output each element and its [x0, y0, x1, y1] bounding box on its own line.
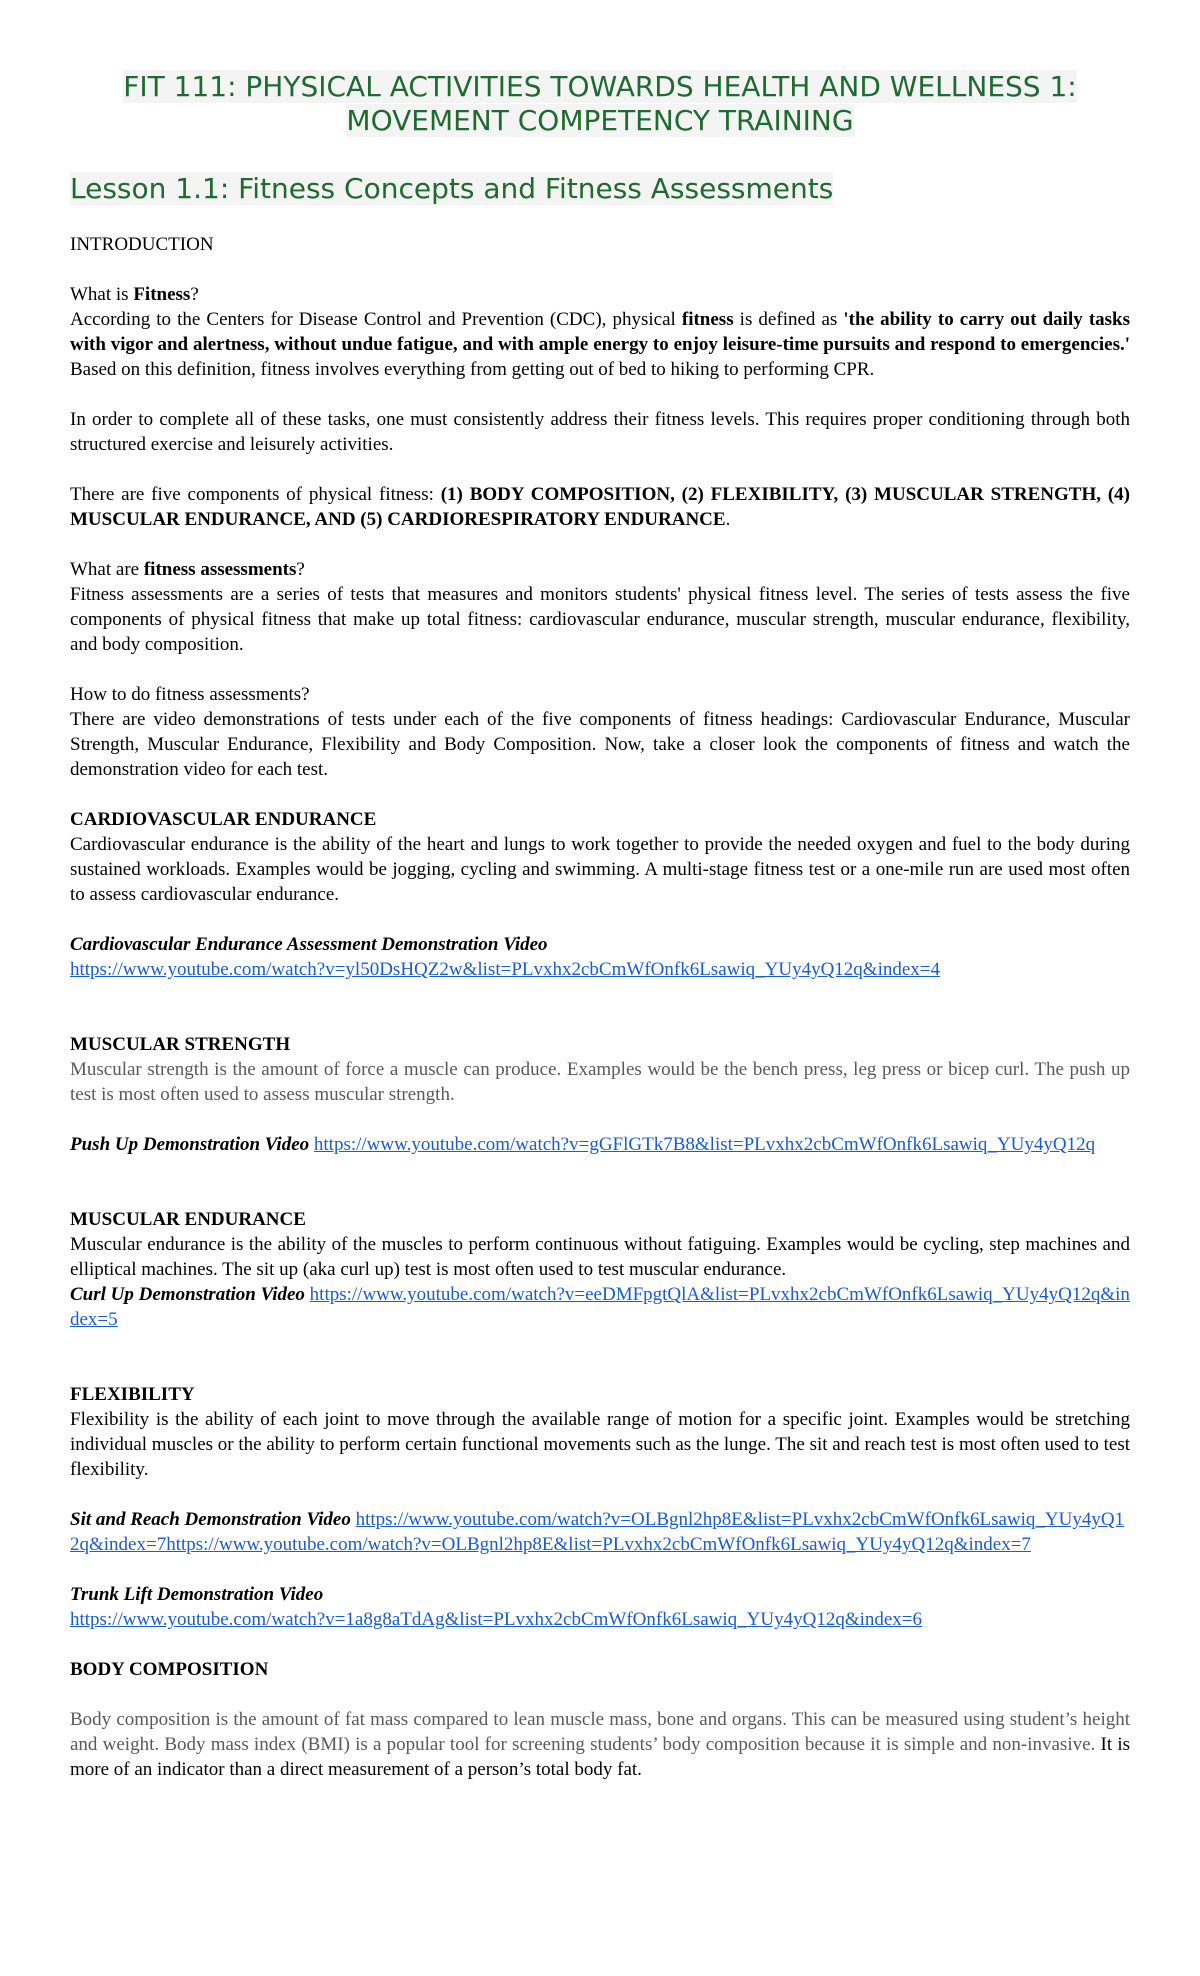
howto-question: How to do fitness assessments? — [70, 684, 310, 705]
strength-video — [70, 1132, 1130, 1157]
lesson-title-text: Lesson 1.1: Fitness Concepts and Fitness Assessments — [70, 172, 834, 205]
endurance-video — [70, 1282, 1130, 1332]
document-title-line2: MOVEMENT COMPETENCY TRAINING — [346, 104, 854, 137]
endurance-video-label: Curl Up Demonstration Video — [70, 1284, 305, 1305]
body-comp-text-black: It is more of an indicator than a direct measurement of a person’s total body fat. — [70, 1734, 1130, 1780]
fitness-definition — [70, 307, 1130, 382]
sit-reach-video-label: Sit and Reach Demonstration Video — [70, 1509, 351, 1530]
endurance-heading: MUSCULAR ENDURANCE — [70, 1209, 306, 1230]
fitness-question-prefix: What is — [70, 284, 134, 305]
body-comp-text — [70, 1707, 1130, 1782]
body-comp-text-gray: Body composition is the amount of fat mass compared to lean muscle mass, bone and organs. This can be measured using student’s height and weight. Body mass index (BMI) is a popular tool for screening students’ body composition because it is simple and non-invasive. — [70, 1709, 1130, 1755]
components-list: (1) BODY COMPOSITION, (2) FLEXIBILITY, (3) MUSCULAR STRENGTH, (4) MUSCULAR ENDURANCE, AND (5) CARDIORESPIRATORY ENDURANCE — [70, 484, 1130, 530]
cardio-video — [70, 932, 1130, 982]
fitness-question-bold: Fitness — [133, 284, 191, 305]
trunk-lift-video-link[interactable]: https://www.youtube.com/watch?v=1a8g8aTdAg&list=PLvxhx2cbCmWfOnfk6Lsawiq_YUy4yQ12q&index=6 — [70, 1609, 923, 1630]
cardio-text: Cardiovascular endurance is the ability of the heart and lungs to work together to provide the needed oxygen and fuel to the body during sustained workloads. Examples would be jogging, cycling and swimming. A multi-stage fitness test or a one-mile run are used most often to assess cardiovascular endurance. — [70, 834, 1130, 905]
strength-video-label: Push Up Demonstration Video — [70, 1134, 310, 1155]
fitness-definition-quote: 'the ability to carry out daily tasks with vigor and alertness, without undue fatigue, and with ample energy to enjoy leisure-time pursuits and respond to emergencies.' — [70, 309, 1130, 355]
components-prefix: There are five components of physical fitness: — [70, 484, 441, 505]
strength-heading: MUSCULAR STRENGTH — [70, 1034, 291, 1055]
cardio-video-label: Cardiovascular Endurance Assessment Demonstration Video — [70, 934, 548, 955]
lesson-title — [70, 172, 1130, 206]
endurance-text: Muscular endurance is the ability of the muscles to perform continuous without fatiguing. Examples would be cycling, step machines and elliptical machines. The sit up (aka curl up) test is most often used to test muscular endurance. — [70, 1234, 1130, 1280]
assessments-question-suffix: ? — [296, 559, 305, 580]
body-comp-heading: BODY COMPOSITION — [70, 1659, 269, 1680]
intro-heading: INTRODUCTION — [70, 234, 214, 255]
sit-reach-video — [70, 1507, 1130, 1557]
document-title-line1: FIT 111: PHYSICAL ACTIVITIES TOWARDS HEALTH AND WELLNESS 1: — [123, 70, 1077, 103]
sit-reach-video-link[interactable]: https://www.youtube.com/watch?v=OLBgnl2hp8E&list=PLvxhx2cbCmWfOnfk6Lsawiq_YUy4yQ12q&index=7https://www.youtube.com/watch?v=OLBgnl2hp8E&list=PLvxhx2cbCmWfOnfk6Lsawiq_YUy4yQ12q&index=7 — [70, 1509, 1125, 1555]
flexibility-heading: FLEXIBILITY — [70, 1384, 195, 1405]
fitness-definition-part3: Based on this definition, fitness involves everything from getting out of bed to hiking to performing CPR. — [70, 359, 875, 380]
fitness-definition-part1: According to the Centers for Disease Control and Prevention (CDC), physical — [70, 309, 682, 330]
components-suffix: . — [725, 509, 731, 530]
fitness-question-suffix: ? — [190, 284, 199, 305]
trunk-lift-video-label: Trunk Lift Demonstration Video — [70, 1584, 324, 1605]
conditioning-paragraph: In order to complete all of these tasks, one must consistently address their fitness levels. This requires proper conditioning through both structured exercise and leisurely activities. — [70, 409, 1130, 455]
strength-video-link[interactable]: https://www.youtube.com/watch?v=gGFlGTk7B8&list=PLvxhx2cbCmWfOnfk6Lsawiq_YUy4yQ12q — [313, 1134, 1096, 1155]
components-paragraph — [70, 482, 1130, 532]
cardio-video-link[interactable]: https://www.youtube.com/watch?v=yl50DsHQZ2w&list=PLvxhx2cbCmWfOnfk6Lsawiq_YUy4yQ12q&index=4 — [70, 959, 940, 980]
strength-text: Muscular strength is the amount of force a muscle can produce. Examples would be the bench press, leg press or bicep curl. The push up test is most often used to assess muscular strength. — [70, 1059, 1130, 1105]
endurance-video-link[interactable]: https://www.youtube.com/watch?v=eeDMFpgtQlA&list=PLvxhx2cbCmWfOnfk6Lsawiq_YUy4yQ12q&index=5 — [70, 1284, 1130, 1330]
trunk-lift-video — [70, 1582, 1130, 1632]
document-title — [70, 70, 1130, 138]
fitness-definition-bold1: fitness — [681, 309, 734, 330]
assessments-definition: Fitness assessments are a series of tests that measures and monitors students' physical fitness level. The series of tests assess the five components of physical fitness that make up total fitness: cardiovascular endurance, muscular strength, muscular endurance, flexibility, and body composition. — [70, 584, 1130, 655]
fitness-definition-part2: is defined as — [733, 309, 844, 330]
fitness-question — [70, 282, 1130, 307]
assessments-question-prefix: What are — [70, 559, 144, 580]
howto-paragraph: There are video demonstrations of tests under each of the five components of fitness headings: Cardiovascular Endurance, Muscular Strength, Muscular Endurance, Flexibility and Body Composition. Now, take a closer look the components of fitness and watch the demonstration video for each test. — [70, 709, 1130, 780]
assessments-question — [70, 557, 1130, 582]
assessments-question-bold: fitness assessments — [143, 559, 297, 580]
cardio-heading: CARDIOVASCULAR ENDURANCE — [70, 809, 377, 830]
flexibility-text: Flexibility is the ability of each joint to move through the available range of motion for a specific joint. Examples would be stretching individual muscles or the ability to perform certain functional movements such as the lunge. The sit and reach test is most often used to test flexibility. — [70, 1409, 1130, 1480]
